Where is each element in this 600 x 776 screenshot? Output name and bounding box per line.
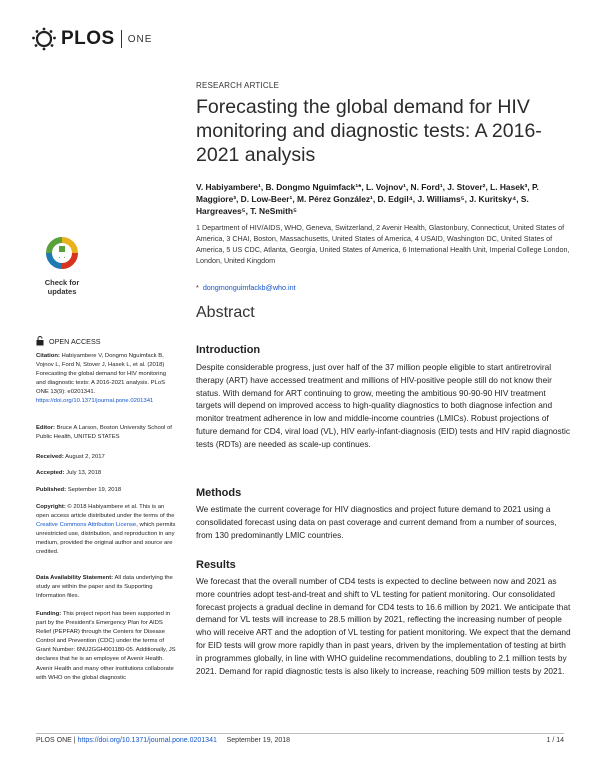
published-label: Published: xyxy=(36,487,67,493)
check-updates-line1: Check for xyxy=(44,278,80,287)
funding-label: Funding: xyxy=(36,611,62,617)
accepted-date: July 13, 2018 xyxy=(66,470,102,476)
email-link[interactable]: dongmonguimfackb@who.int xyxy=(202,283,296,292)
copyright-block xyxy=(36,503,176,558)
editor-block xyxy=(36,424,176,442)
received-block xyxy=(36,453,176,462)
accepted-label: Accepted: xyxy=(36,470,65,476)
data-availability-label: Data Availability Statement: xyxy=(36,575,114,581)
data-availability-text: All data underlying the study are within the paper and its Supporting Information files. xyxy=(36,575,173,600)
citation-label: Citation: xyxy=(36,353,60,359)
brand-name: PLOS xyxy=(61,28,115,49)
citation-text: Habiyambere V, Dongmo Nguimfack B, Vojnov L, Ford N, Stover J, Hasek L, et al. (2018) Forecasting the global demand for HIV monitoring and diagnostic tests: A 2016-2021 analysis. PLoS ONE 13(9): e0201341. xyxy=(36,353,166,396)
email-marker: * xyxy=(196,283,199,292)
accepted-block xyxy=(36,469,176,478)
article-title: Forecasting the global demand for HIV monitoring and diagnostic tests: A 2016-2021 analysis xyxy=(196,96,542,166)
footer-journal: PLOS ONE xyxy=(36,737,72,744)
introduction-text: Despite considerable progress, just over half of the 37 million people eligible to start antiretroviral therapy (ART) have accessed treatment and millions of HIV-positive people still do not know their status. With demand for ART continuing to grow, meeting the ambitious 90-90-90 HIV treatment targets will depend on improved access to high-quality diagnostics to both diagnose infection and monitor treatment adherence in low and middle-income countries (LMICs). Robust projections of future demand for CD4, viral load (VL), HIV early-infant-diagnosis (EID) tests and HIV rapid diagnostic tests (RDTs) are needed as scale-up continues. xyxy=(196,362,570,449)
methods-heading: Methods xyxy=(196,487,242,499)
open-lock-icon xyxy=(36,336,44,346)
plos-logo-icon xyxy=(31,27,57,51)
funding-text: This project report has been supported in part by the President's Emergency Plan for AIDS Relief (PEPFAR) through the Centers for Disease Control and Prevention (CDC) under the terms of Grant Number: 6NU2GGH001180-05. Additionally, JS declares that he is an employee of Avenir Health. Avenir Health and many other institutions collaborate with WHO on the global diagnostic xyxy=(36,611,176,681)
footer-doi-link[interactable]: https://doi.org/10.1371/journal.pone.0201341 xyxy=(77,737,217,744)
journal-name: ONE xyxy=(127,33,153,45)
page-footer xyxy=(36,737,290,744)
footer-separator: | xyxy=(73,737,76,744)
page-number: 1 / 14 xyxy=(546,737,564,744)
results-text: We forecast that the overall number of CD4 tests is expected to decline between now and 2021 as more countries adopt test-and-treat and shift to VL testing for patient monitoring. Our consolidated forecast projects a gradual decline in demand for CD4 tests to 16.6 million by 2021. We anticipate that demand for VL tests will increase to 28.5 million by 2021, reflecting the increasing number of people who will receive ART and the adoption of VL testing for patient monitoring. We expect that the demand for EID tests will grow more rapidly than in past years, driven by the implementation of testing at birth in programmes globally, in line with WHO guideline recommendations, doubling to 2.1 million tests by 2021. Demand for rapid diagnostic tests is also likely to increase, reaching 509 million tests by 2021. xyxy=(196,576,571,676)
copyright-text-2: , which permits unrestricted use, distribution, and reproduction in any medium, provided the original author and source are credited. xyxy=(36,522,176,556)
results-heading: Results xyxy=(196,559,236,571)
published-block xyxy=(36,486,176,495)
received-label: Received: xyxy=(36,454,64,460)
author-list: V. Habiyambere¹, B. Dongmo Nguimfack¹*, L. Vojnov¹, N. Ford¹, J. Stover², L. Hasek³, P. Maggiore³, D. Low-Beer¹, M. Pérez González¹, D. Edgil⁴, J. Williams⁵, J. Kuritsky⁴, S. Hargreaves⁵, T. NeSmith⁵ xyxy=(196,182,539,217)
published-date: September 19, 2018 xyxy=(67,487,122,493)
check-updates-line2: updates xyxy=(47,287,77,296)
introduction-heading: Introduction xyxy=(196,344,261,356)
footer-divider xyxy=(36,733,564,734)
corresponding-email[interactable] xyxy=(196,283,296,292)
copyright-label: Copyright: xyxy=(36,504,66,510)
abstract-heading: Abstract xyxy=(196,304,255,321)
received-date: August 2, 2017 xyxy=(65,454,105,460)
data-availability-block xyxy=(36,574,176,601)
editor-text: Bruce A Larson, Boston University School of Public Health, UNITED STATES xyxy=(36,425,172,441)
open-access-text: OPEN ACCESS xyxy=(49,336,101,346)
check-for-updates-badge[interactable] xyxy=(36,237,88,301)
citation-doi-link[interactable]: https://doi.org/10.1371/journal.pone.0201341 xyxy=(36,398,154,405)
footer-date: September 19, 2018 xyxy=(226,737,291,744)
funding-block xyxy=(36,610,176,683)
editor-label: Editor: xyxy=(36,425,55,431)
plos-logo xyxy=(31,27,152,51)
license-link[interactable]: Creative Commons Attribution License xyxy=(36,522,137,529)
open-access-label xyxy=(36,336,101,346)
citation-block xyxy=(36,352,176,407)
methods-text: We estimate the current coverage for HIV diagnostics and project future demand to 2021 using a consolidated forecast using data on past coverage and current demand from a number of sources, from 130 predominantly LMIC countries. xyxy=(196,504,557,540)
article-type: RESEARCH ARTICLE xyxy=(196,81,280,90)
affiliations: 1 Department of HIV/AIDS, WHO, Geneva, Switzerland, 2 Avenir Health, Glastonbury, Connecticut, United States of America, 3 CHAI, Boston, Massachusetts, United States of America, 4 USAID, Washington DC, United States of America, 5 US CDC, Atlanta, Georgia, United States of America, 6 International Health Unit, Imperial College London, London, United Kingdom xyxy=(196,223,570,265)
logo-divider xyxy=(121,30,122,48)
check-updates-icon xyxy=(36,237,88,271)
copyright-text: © 2018 Habiyambere et al. This is an open access article distributed under the terms of the xyxy=(36,504,175,520)
